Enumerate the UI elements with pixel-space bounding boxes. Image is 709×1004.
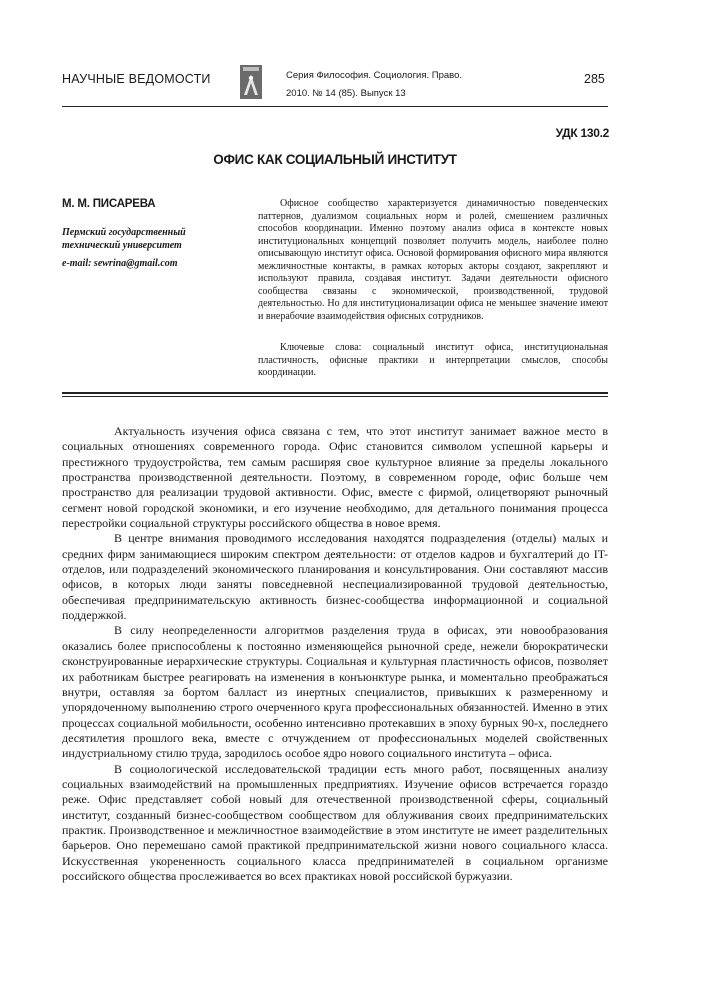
series-title: Серия Философия. Социология. Право.	[286, 70, 463, 81]
section-divider-thin	[62, 396, 608, 397]
article-title: ОФИС КАК СОЦИАЛЬНЫЙ ИНСТИТУТ	[213, 152, 457, 167]
abstract: Офисное сообщество характеризуется динамичностью поведенческих паттернов, дуализмом социальных норм и ролей, смешением различных способов координации. Именно поэтому анализ офиса в контексте новых институциональных концепций позволяет получить модель, наиболее полно описывающую институт офиса. Основой формирования офисного мира являются межличностные контакты, в рамках которых акторы создают, закрепляют и используют правила, создавая институт. Задачи деятельности офисного сообщества связаны с экономической, производственной, трудовой деятельностью. Но для институционализации офиса не меньшее значение имеют и внерабочие взаимодействия офисных сотрудников.	[258, 198, 608, 322]
paragraph: В центре внимания проводимого исследования находятся подразделения (отделы) малых и средних фирм занимающиеся широким спектром деятельности: от отделов кадров и бухгалтерий до IT-отделов, или подразделений экономического планирования и консультирования. Они составляют массив офисов, в которых люди заняты повседневной неспециализированной трудовой деятельностью, обеспечивая предпринимательскую активность бизнес-сообщества информационной и социальной поддержкой.	[62, 531, 608, 623]
author-email: e-mail: sewrina@gmail.com	[62, 258, 178, 269]
header-rule	[62, 106, 608, 107]
article-body	[62, 424, 608, 884]
keywords: Ключевые слова: социальный институт офиса, институциональная пластичность, офисные практики и интерпретации смыслов, способы координации.	[258, 342, 608, 378]
issue-info: 2010. № 14 (85). Выпуск 13	[286, 88, 406, 99]
author-name: М. М. ПИСАРЕВА	[62, 198, 156, 210]
university-emblem-icon	[240, 65, 262, 99]
udk-code: УДК 130.2	[555, 126, 609, 140]
paragraph: Актуальность изучения офиса связана с тем, что этот институт занимает важное место в социальных отношениях современного города. Офис становится символом успешной карьеры и престижного трудоустройства, тем самым расширяя свое культурное влияние за пределы локального пространства производственной деятельности. Поэтому, в современном городе, офис больше чем пространство для реализации трудовой активности. Офис, вместе с фирмой, олицетворяют рыночный сегмент новой городской экономики, и его изучение необходимо, для детального понимания процесса перестройки социальной структуры российского общества в новое время.	[62, 424, 608, 531]
paragraph: В социологической исследовательской традиции есть много работ, посвященных анализу социальных взаимодействий на промышленных предприятиях. Изучение офисов встречается гораздо реже. Офис представляет собой новый для отечественной производственной сферы, социальный институт, созданный бизнес-сообществом сообществом для облуживания своих предпринимательских практик. Производственное и межличностное взаимодействие в этом институте не имеет разделительных барьеров. Оно перемешано самой практикой предпринимательской жизни нового социального класса. Искусственная укорененность социального класса предпринимателей в социальном организме российского общества прослеживается во всех практиках новой российской буржуазии.	[62, 761, 608, 883]
author-affiliation: Пермский государственный технический университет	[62, 227, 186, 251]
section-divider	[62, 392, 608, 394]
paragraph: В силу неопределенности алгоритмов разделения труда в офисах, эти новообразования оказались более приспособлены к постоянно изменяющейся рыночной среде, нежели бюрократически сконструированные иерархические структуры. Социальная и культурная пластичность офисов, позволяет их работникам быстрее реагировать на изменения в конъюнктуре рынка, и моментально преображаться внутри, оставляя за бортом балласт из инертных специалистов, привыкших к размеренному и упорядоченному выполнению строго очерченного круга профессиональных обязанностей. Именно в этих процессах социальной мобильности, особенно интенсивно протекавших в эпоху бурных 90-х, последнего десятилетия прошлого века, вместе с отчуждением от профессиональных моделей свойственных индустриальному стилю труда, зародилось особое ядро нового социального института – офиса.	[62, 623, 608, 761]
journal-name: НАУЧНЫЕ ВЕДОМОСТИ	[62, 72, 211, 86]
page-number: 285	[584, 72, 605, 86]
